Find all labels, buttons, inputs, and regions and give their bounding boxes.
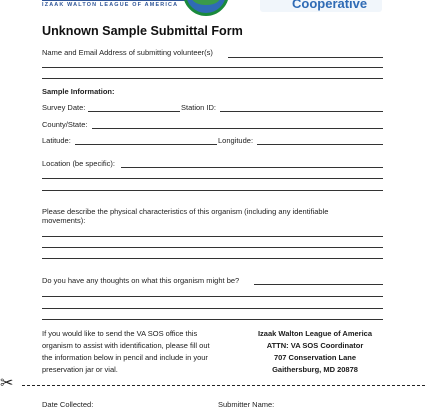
volunteer-field-line-1[interactable] bbox=[228, 57, 383, 58]
sample-info-heading: Sample Information: bbox=[42, 87, 115, 96]
form-title: Unknown Sample Submittal Form bbox=[42, 24, 243, 38]
scissors-icon: ✂ bbox=[0, 375, 14, 392]
describe-field-line-3[interactable] bbox=[42, 258, 383, 259]
survey-date-field[interactable] bbox=[88, 111, 180, 112]
describe-label-line-1: Please describe the physical characteristics of this organism (including any identifiable bbox=[42, 207, 329, 216]
logo-divider bbox=[42, 0, 192, 1]
survey-date-label: Survey Date: bbox=[42, 103, 86, 112]
county-state-field[interactable] bbox=[92, 128, 383, 129]
thoughts-field-line-1[interactable] bbox=[254, 284, 383, 285]
latitude-field[interactable] bbox=[75, 144, 217, 145]
date-collected-label: Date Collected: bbox=[42, 400, 94, 409]
note-line-4: preservation jar or vial. bbox=[42, 365, 118, 374]
thoughts-label: Do you have any thoughts on what this organism might be? bbox=[42, 276, 240, 285]
address-line-2: ATTN: VA SOS Coordinator bbox=[266, 341, 364, 350]
station-id-field[interactable] bbox=[220, 111, 383, 112]
logo-landscape-icon bbox=[192, 0, 220, 5]
location-label: Location (be specific): bbox=[42, 159, 115, 168]
station-id-label: Station ID: bbox=[181, 103, 217, 112]
save-our-streams-logo bbox=[183, 0, 229, 16]
thoughts-field-line-3[interactable] bbox=[42, 308, 383, 309]
thoughts-field-line-2[interactable] bbox=[42, 296, 383, 297]
describe-field-line-1[interactable] bbox=[42, 236, 383, 237]
county-state-label: County/State: bbox=[42, 120, 88, 129]
volunteer-field-line-2[interactable] bbox=[42, 67, 383, 68]
header-logos bbox=[0, 0, 425, 16]
describe-field-line-2[interactable] bbox=[42, 247, 383, 248]
izaak-walton-logo-text: IZAAK WALTON LEAGUE OF AMERICA bbox=[42, 2, 179, 8]
note-line-1: If you would like to send the VA SOS office this bbox=[42, 329, 198, 338]
submitter-name-label: Submitter Name: bbox=[218, 400, 275, 409]
mail-instructions bbox=[42, 328, 247, 376]
latitude-label: Latitude: bbox=[42, 136, 71, 145]
address-line-4: Gaithersburg, MD 20878 bbox=[272, 365, 358, 374]
location-field-line-2[interactable] bbox=[42, 178, 383, 179]
note-line-2: organism to assist with identification, please fill out bbox=[42, 341, 210, 350]
describe-label-line-2: movements): bbox=[42, 216, 86, 225]
location-field-line-3[interactable] bbox=[42, 190, 383, 191]
volunteer-field-line-3[interactable] bbox=[42, 78, 383, 79]
longitude-label: Longitude: bbox=[218, 136, 254, 145]
address-line-3: 707 Conservation Lane bbox=[273, 353, 357, 362]
address-line-1: Izaak Walton League of America bbox=[257, 329, 373, 338]
cooperative-logo-text: Cooperative bbox=[292, 0, 368, 11]
thoughts-field-line-4[interactable] bbox=[42, 319, 383, 320]
cut-line bbox=[22, 385, 425, 386]
volunteer-label: Name and Email Address of submitting volunteer(s) bbox=[42, 48, 213, 57]
note-line-3: the information below in pencil and include in your bbox=[42, 353, 208, 362]
location-field-line-1[interactable] bbox=[121, 167, 383, 168]
longitude-field[interactable] bbox=[257, 144, 383, 145]
mailing-address bbox=[250, 328, 380, 376]
